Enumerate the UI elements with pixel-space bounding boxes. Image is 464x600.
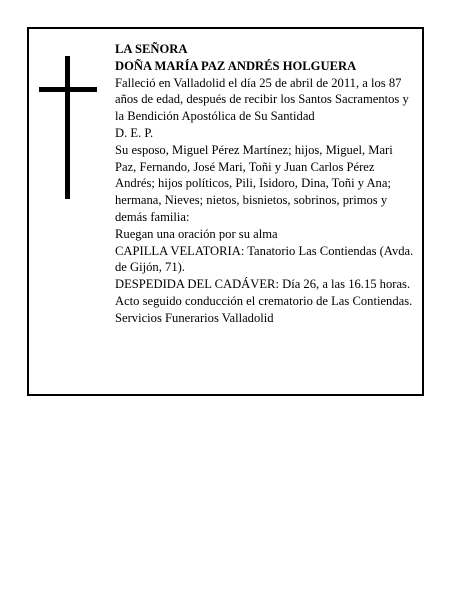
notice-text — [115, 41, 415, 327]
chapel-info: CAPILLA VELATORIA: Tanatorio Las Contiendas (Avda. de Gijón, 71). — [115, 243, 414, 275]
deceased-name: DOÑA MARÍA PAZ ANDRÉS HOLGUERA — [115, 58, 357, 73]
death-announcement: Falleció en Valladolid el día 25 de abril de 2011, a los 87 años de edad, después de recibir los Santos Sacramentos y la Bendición Apostólica de Su Santidad — [115, 75, 409, 124]
farewell-info: DESPEDIDA DEL CADÁVER: Día 26, a las 16.15 horas. Acto seguido conducción el crematorio de Las Contiendas. — [115, 277, 413, 308]
obituary-notice — [27, 27, 424, 396]
honorific: LA SEÑORA — [115, 42, 188, 56]
cross-icon — [39, 56, 99, 199]
cross-horizontal-bar — [39, 87, 97, 92]
family-list: Su esposo, Miguel Pérez Martínez; hijos, Miguel, Mari Paz, Fernando, José Mari, Toñi y Juan Carlos Pérez Andrés; hijos políticos, Pili, Isidoro, Dina, Toñi y Ana; hermana, Nieves; nietos, bisnietos, sobrinos, primos y demás familia: — [115, 142, 393, 224]
cross-vertical-bar — [65, 56, 70, 199]
rest-in-peace: D. E. P. — [115, 125, 154, 140]
prayer-request: Ruegan una oración por su alma — [115, 226, 278, 241]
funeral-services: Servicios Funerarios Valladolid — [115, 310, 274, 325]
